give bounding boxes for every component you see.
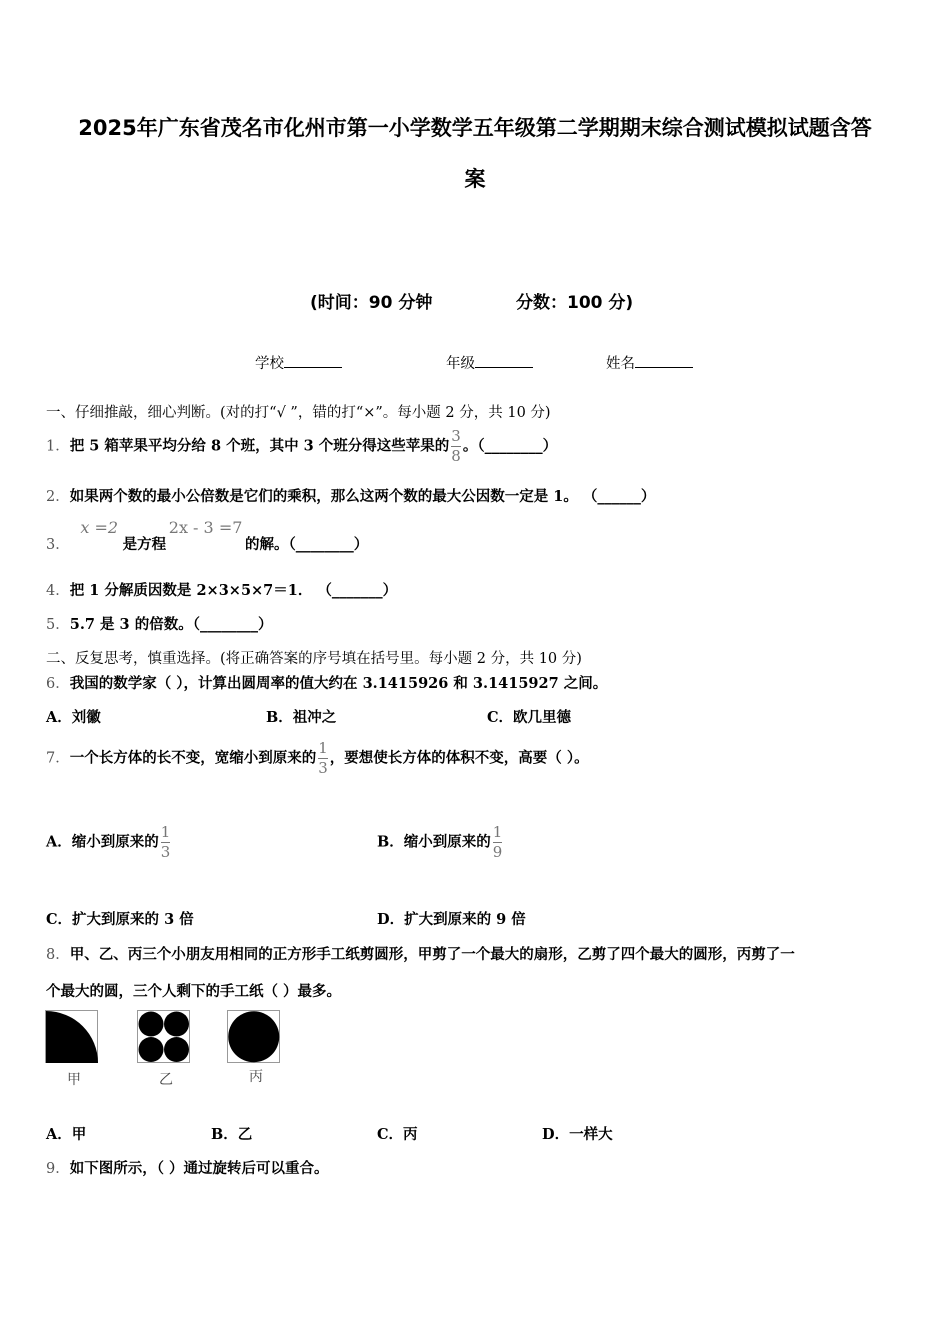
- q2-number: 2．: [46, 489, 70, 505]
- school-field: [255, 352, 342, 373]
- q3-number: 3．: [46, 537, 70, 553]
- q8-option-c: C．丙: [377, 1126, 418, 1143]
- q9-text: 如下图所示，（ ）通过旋转后可以重合。: [69, 1160, 329, 1177]
- q7-tail: ，要想使长方体的体积不变，高要（ ）。: [329, 749, 589, 767]
- q7-fraction: $\frac{1}{3}$: [318, 739, 328, 777]
- q7-option-c: C．扩大到原来的 3 倍: [46, 911, 194, 928]
- q1-tail: 。（________）: [462, 437, 558, 455]
- question-6: [46, 672, 607, 693]
- name-label: 姓名: [606, 356, 635, 372]
- q4-number: 4．: [46, 583, 70, 599]
- q8-text-line1: 甲、乙、丙三个小朋友用相同的正方形手工纸剪圆形，甲剪了一个最大的扇形，乙剪了四个最大的圆形，丙剪了一: [69, 946, 795, 963]
- school-blank: [284, 355, 342, 368]
- school-label: 学校: [255, 356, 284, 372]
- q3-math-x: x =2: [80, 518, 119, 537]
- figure-jia-label: 甲: [67, 1072, 81, 1088]
- time-label: (时间：90 分钟: [310, 293, 433, 313]
- q6-option-c: C．欧几里德: [487, 709, 572, 726]
- q9-number: 9．: [46, 1161, 70, 1177]
- q6-number: 6．: [46, 676, 70, 692]
- grade-label: 年级: [446, 356, 475, 372]
- q8-text-line2: 个最大的圆，三个人剩下的手工纸（ ）最多。: [46, 983, 342, 1000]
- q5-number: 5．: [46, 617, 70, 633]
- q6-text: 我国的数学家（ ），计算出圆周率的值大约在 3.1415926 和 3.1415927 之间。: [69, 675, 608, 692]
- section1-header: 一、仔细推敲，细心判断。(对的打“√ ”，错的打“×”。每小题 2 分，共 10 分): [46, 405, 551, 421]
- q1-text: 把 5 箱苹果平均分给 8 个班，其中 3 个班分得这些苹果的: [69, 437, 450, 455]
- figure-yi-four-circles: [137, 1010, 191, 1064]
- doc-title-line1: 2025年广东省茂名市化州市第一小学数学五年级第二学期期末综合测试模拟试题含答: [78, 116, 872, 140]
- q7-option-d: D．扩大到原来的 9 倍: [377, 911, 526, 928]
- q6-option-b: B．祖冲之: [266, 709, 337, 726]
- figure-bing-label: 丙: [249, 1069, 263, 1085]
- q7-option-b-fraction: $\frac{1}{9}$: [492, 823, 503, 861]
- section2-header: 二、反复思考，慎重选择。(将正确答案的序号填在括号里。每小题 2 分，共 10 分): [46, 651, 582, 667]
- question-3: [46, 517, 369, 553]
- q6-option-a: A．刘徽: [46, 709, 101, 726]
- q8-option-a: A．甲: [46, 1126, 87, 1143]
- doc-title-line2: 案: [464, 167, 486, 191]
- score-label: 分数：100 分): [516, 293, 634, 313]
- name-field: [606, 352, 693, 373]
- question-8-line1: [46, 943, 795, 964]
- q3-math-equation: 2x - 3 =7: [168, 518, 243, 537]
- q3-mid: 是方程: [122, 536, 167, 553]
- question-7: [46, 740, 589, 777]
- q8-option-b: B．乙: [211, 1126, 253, 1143]
- q8-option-d: D．一样大: [542, 1126, 613, 1143]
- question-2: [46, 485, 655, 506]
- question-4: [46, 579, 397, 600]
- q2-text: 如果两个数的最小公倍数是它们的乘积，那么这两个数的最大公因数一定是 1。 （______）: [69, 488, 656, 505]
- q4-text: 把 1 分解质因数是 2×3×5×7＝1． （_______）: [69, 582, 398, 599]
- q3-tail: 的解。（________）: [245, 536, 369, 553]
- q7-option-a: A．缩小到原来的 $\frac{1}{3}$: [46, 823, 171, 861]
- q8-number: 8．: [46, 947, 70, 963]
- question-9: [46, 1157, 329, 1178]
- name-blank: [635, 355, 693, 368]
- q1-number: 1．: [46, 438, 70, 455]
- q1-fraction: $\frac{3}{8}$: [451, 427, 461, 465]
- question-5: [46, 613, 272, 634]
- q5-text: 5.7 是 3 的倍数。（________）: [69, 616, 273, 633]
- grade-blank: [475, 355, 533, 368]
- q7-text: 一个长方体的长不变，宽缩小到原来的: [69, 749, 317, 767]
- q7-option-a-fraction: $\frac{1}{3}$: [160, 823, 171, 861]
- figure-jia-quarter-circle: [45, 1010, 99, 1064]
- question-1: [46, 428, 557, 465]
- grade-field: [446, 352, 533, 373]
- q7-option-b: B．缩小到原来的 $\frac{1}{9}$: [377, 823, 503, 861]
- figure-yi-label: 乙: [159, 1072, 173, 1088]
- figure-bing-circle: [227, 1010, 281, 1064]
- q7-number: 7．: [46, 750, 70, 767]
